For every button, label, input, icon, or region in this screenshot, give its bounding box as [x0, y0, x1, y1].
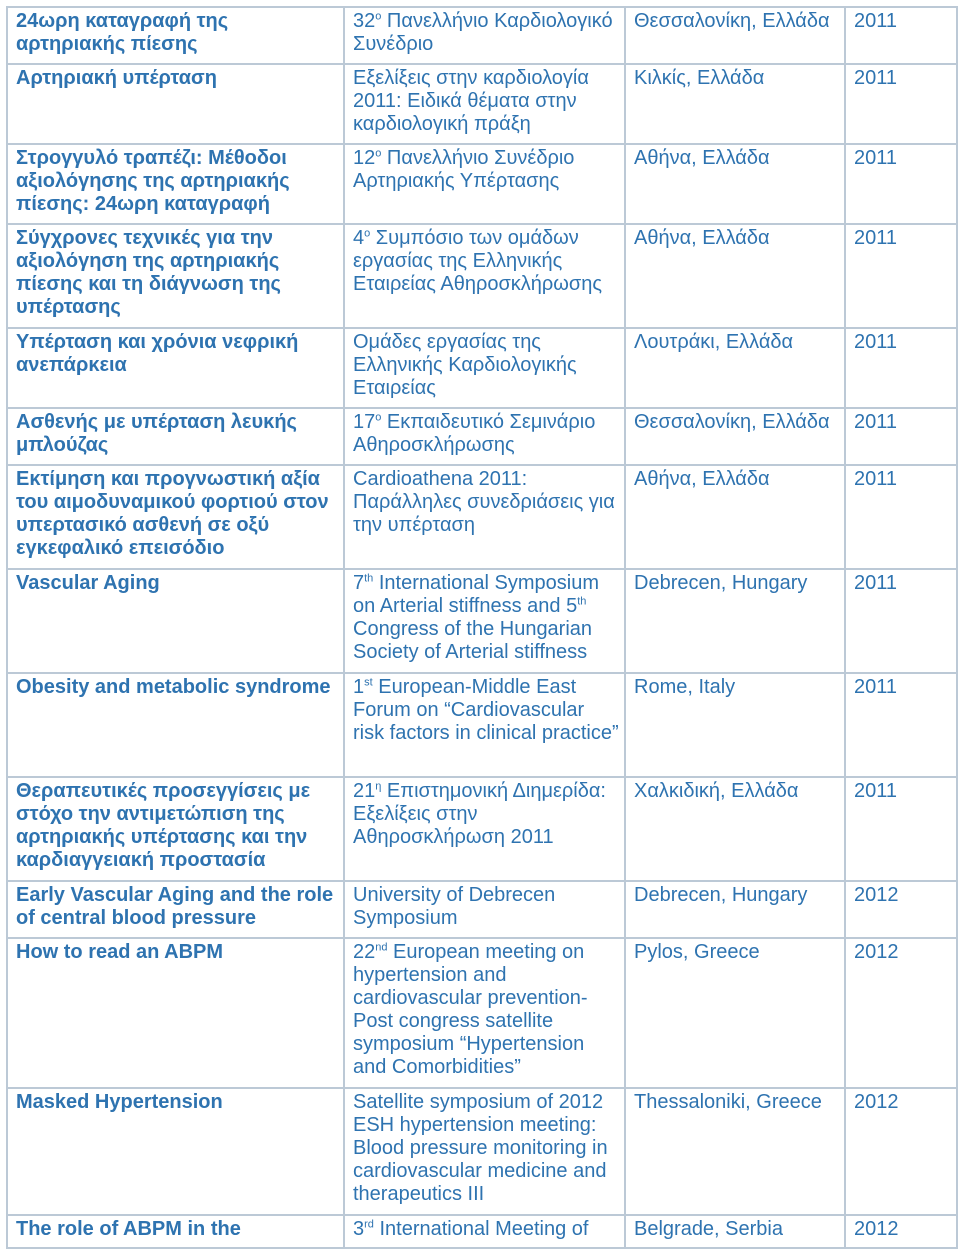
event-text: 22	[353, 941, 376, 963]
event-location: Αθήνα, Ελλάδα	[625, 144, 845, 224]
event-location: Θεσσαλονίκη, Ελλάδα	[625, 408, 845, 465]
event-name	[344, 7, 625, 64]
event-ordinal-suffix: th	[364, 572, 374, 585]
event-location: Κιλκίς, Ελλάδα	[625, 64, 845, 144]
event-text: 4	[353, 227, 365, 249]
event-text: International Meeting of	[373, 1218, 589, 1240]
event-ordinal-suffix: rd	[364, 1218, 374, 1231]
event-year: 2012	[845, 1088, 957, 1215]
event-name	[344, 1088, 625, 1215]
table-row	[7, 569, 957, 673]
presentation-title: Αρτηριακή υπέρταση	[7, 64, 344, 144]
table-row	[7, 408, 957, 465]
event-text: Πανελλήνιο Συνέδριο Αρτηριακής Υπέρτασης	[353, 147, 575, 192]
event-name	[344, 938, 625, 1088]
event-name	[344, 328, 625, 408]
event-name	[344, 408, 625, 465]
event-name	[344, 569, 625, 673]
table-row	[7, 64, 957, 144]
event-year: 2011	[845, 569, 957, 673]
event-location: Thessaloniki, Greece	[625, 1088, 845, 1215]
event-text: 21	[353, 780, 376, 802]
event-text: International Symposium on Arterial stiffness and 5	[353, 572, 599, 617]
table-row	[7, 465, 957, 569]
presentation-title: Obesity and metabolic syndrome	[7, 673, 344, 777]
event-year: 2011	[845, 7, 957, 64]
table-row	[7, 328, 957, 408]
event-name	[344, 777, 625, 881]
event-location: Debrecen, Hungary	[625, 881, 845, 938]
event-ordinal-suffix: nd	[375, 941, 388, 954]
table-row	[7, 777, 957, 881]
event-text: Εξελίξεις στην καρδιολογία 2011: Ειδικά θέματα στην καρδιολογική πράξη	[353, 67, 589, 135]
presentation-title: Στρογγυλό τραπέζι: Μέθοδοι αξιολόγησης της αρτηριακής πίεσης: 24ωρη καταγραφή	[7, 144, 344, 224]
presentations-table-body	[7, 7, 957, 1248]
presentation-title: Σύγχρονες τεχνικές για την αξιολόγηση της αρτηριακής πίεσης και τη διάγνωση της υπέρτασης	[7, 224, 344, 328]
event-location: Λουτράκι, Ελλάδα	[625, 328, 845, 408]
event-location: Αθήνα, Ελλάδα	[625, 465, 845, 569]
event-text: Ομάδες εργασίας της Ελληνικής Καρδιολογικής Εταιρείας	[353, 331, 577, 399]
event-name	[344, 673, 625, 777]
event-year: 2011	[845, 144, 957, 224]
event-location: Θεσσαλονίκη, Ελλάδα	[625, 7, 845, 64]
event-year: 2011	[845, 224, 957, 328]
presentation-title: Masked Hypertension	[7, 1088, 344, 1215]
event-name	[344, 1215, 625, 1248]
table-row	[7, 7, 957, 64]
event-year: 2012	[845, 1215, 957, 1248]
table-row	[7, 224, 957, 328]
event-text: 32	[353, 10, 376, 32]
event-year: 2011	[845, 408, 957, 465]
event-text: Πανελλήνιο Καρδιολογικό Συνέδριο	[353, 10, 613, 55]
event-location: Rome, Italy	[625, 673, 845, 777]
event-year: 2011	[845, 673, 957, 777]
event-name	[344, 224, 625, 328]
event-location: Debrecen, Hungary	[625, 569, 845, 673]
event-name	[344, 881, 625, 938]
event-text: 17	[353, 411, 376, 433]
event-text: 1	[353, 676, 365, 698]
presentation-title: The role of ABPM in the	[7, 1215, 344, 1248]
event-text: European-Middle East Forum on “Cardiovascular risk factors in clinical practice”	[353, 676, 619, 744]
event-text: Συμπόσιο των ομάδων εργασίας της Ελληνικής Εταιρείας Αθηροσκλήρωσης	[353, 227, 603, 295]
event-text: Satellite symposium of 2012 ESH hypertension meeting: Blood pressure monitoring in cardiovascular medicine and therapeutics III	[353, 1091, 608, 1205]
event-text: Εκπαιδευτικό Σεμινάριο Αθηροσκλήρωσης	[353, 411, 596, 456]
event-text: University of Debrecen Symposium	[353, 884, 556, 929]
event-ordinal-suffix: ο	[375, 147, 382, 160]
presentation-title: Ασθενής με υπέρταση λευκής μπλούζας	[7, 408, 344, 465]
event-year: 2011	[845, 777, 957, 881]
presentation-title: Εκτίμηση και προγνωστική αξία του αιμοδυναμικού φορτιού στον υπερτασικό ασθενή σε οξύ εγκεφαλικό επεισόδιο	[7, 465, 344, 569]
event-year: 2011	[845, 328, 957, 408]
event-year: 2011	[845, 64, 957, 144]
table-row	[7, 144, 957, 224]
event-text: Cardioathena 2011: Παράλληλες συνεδριάσεις για την υπέρταση	[353, 468, 615, 536]
event-name	[344, 465, 625, 569]
event-year: 2012	[845, 881, 957, 938]
event-name	[344, 144, 625, 224]
event-text: 12	[353, 147, 376, 169]
event-ordinal-suffix: η	[375, 780, 382, 793]
presentation-title: Vascular Aging	[7, 569, 344, 673]
event-year: 2012	[845, 938, 957, 1088]
event-ordinal-suffix: th	[577, 595, 587, 608]
table-row	[7, 881, 957, 938]
event-location: Αθήνα, Ελλάδα	[625, 224, 845, 328]
event-name	[344, 64, 625, 144]
event-ordinal-suffix: ο	[375, 10, 382, 23]
table-row	[7, 938, 957, 1088]
event-ordinal-suffix: ο	[375, 411, 382, 424]
event-year: 2011	[845, 465, 957, 569]
event-ordinal-suffix: ο	[364, 227, 371, 240]
event-text: Επιστημονική Διημερίδα: Εξελίξεις στην Αθηροσκλήρωση 2011	[353, 780, 606, 848]
event-location: Χαλκιδική, Ελλάδα	[625, 777, 845, 881]
presentations-table	[6, 6, 958, 1249]
table-row	[7, 673, 957, 777]
event-text: Congress of the Hungarian Society of Arterial stiffness	[353, 618, 593, 663]
event-text: European meeting on hypertension and cardiovascular prevention-Post congress satellite symposium “Hypertension and Comorbidities”	[353, 941, 588, 1078]
presentation-title: How to read an ABPM	[7, 938, 344, 1088]
presentation-title: Early Vascular Aging and the role of central blood pressure	[7, 881, 344, 938]
event-text: 7	[353, 572, 365, 594]
presentation-title: Θεραπευτικές προσεγγίσεις με στόχο την αντιμετώπιση της αρτηριακής υπέρτασης και την καρδιαγγειακή προστασία	[7, 777, 344, 881]
table-row	[7, 1088, 957, 1215]
event-ordinal-suffix: st	[364, 676, 373, 689]
presentation-title: 24ωρη καταγραφή της αρτηριακής πίεσης	[7, 7, 344, 64]
presentation-title: Υπέρταση και χρόνια νεφρική ανεπάρκεια	[7, 328, 344, 408]
table-row	[7, 1215, 957, 1248]
event-location: Belgrade, Serbia	[625, 1215, 845, 1248]
event-text: 3	[353, 1218, 365, 1240]
event-location: Pylos, Greece	[625, 938, 845, 1088]
